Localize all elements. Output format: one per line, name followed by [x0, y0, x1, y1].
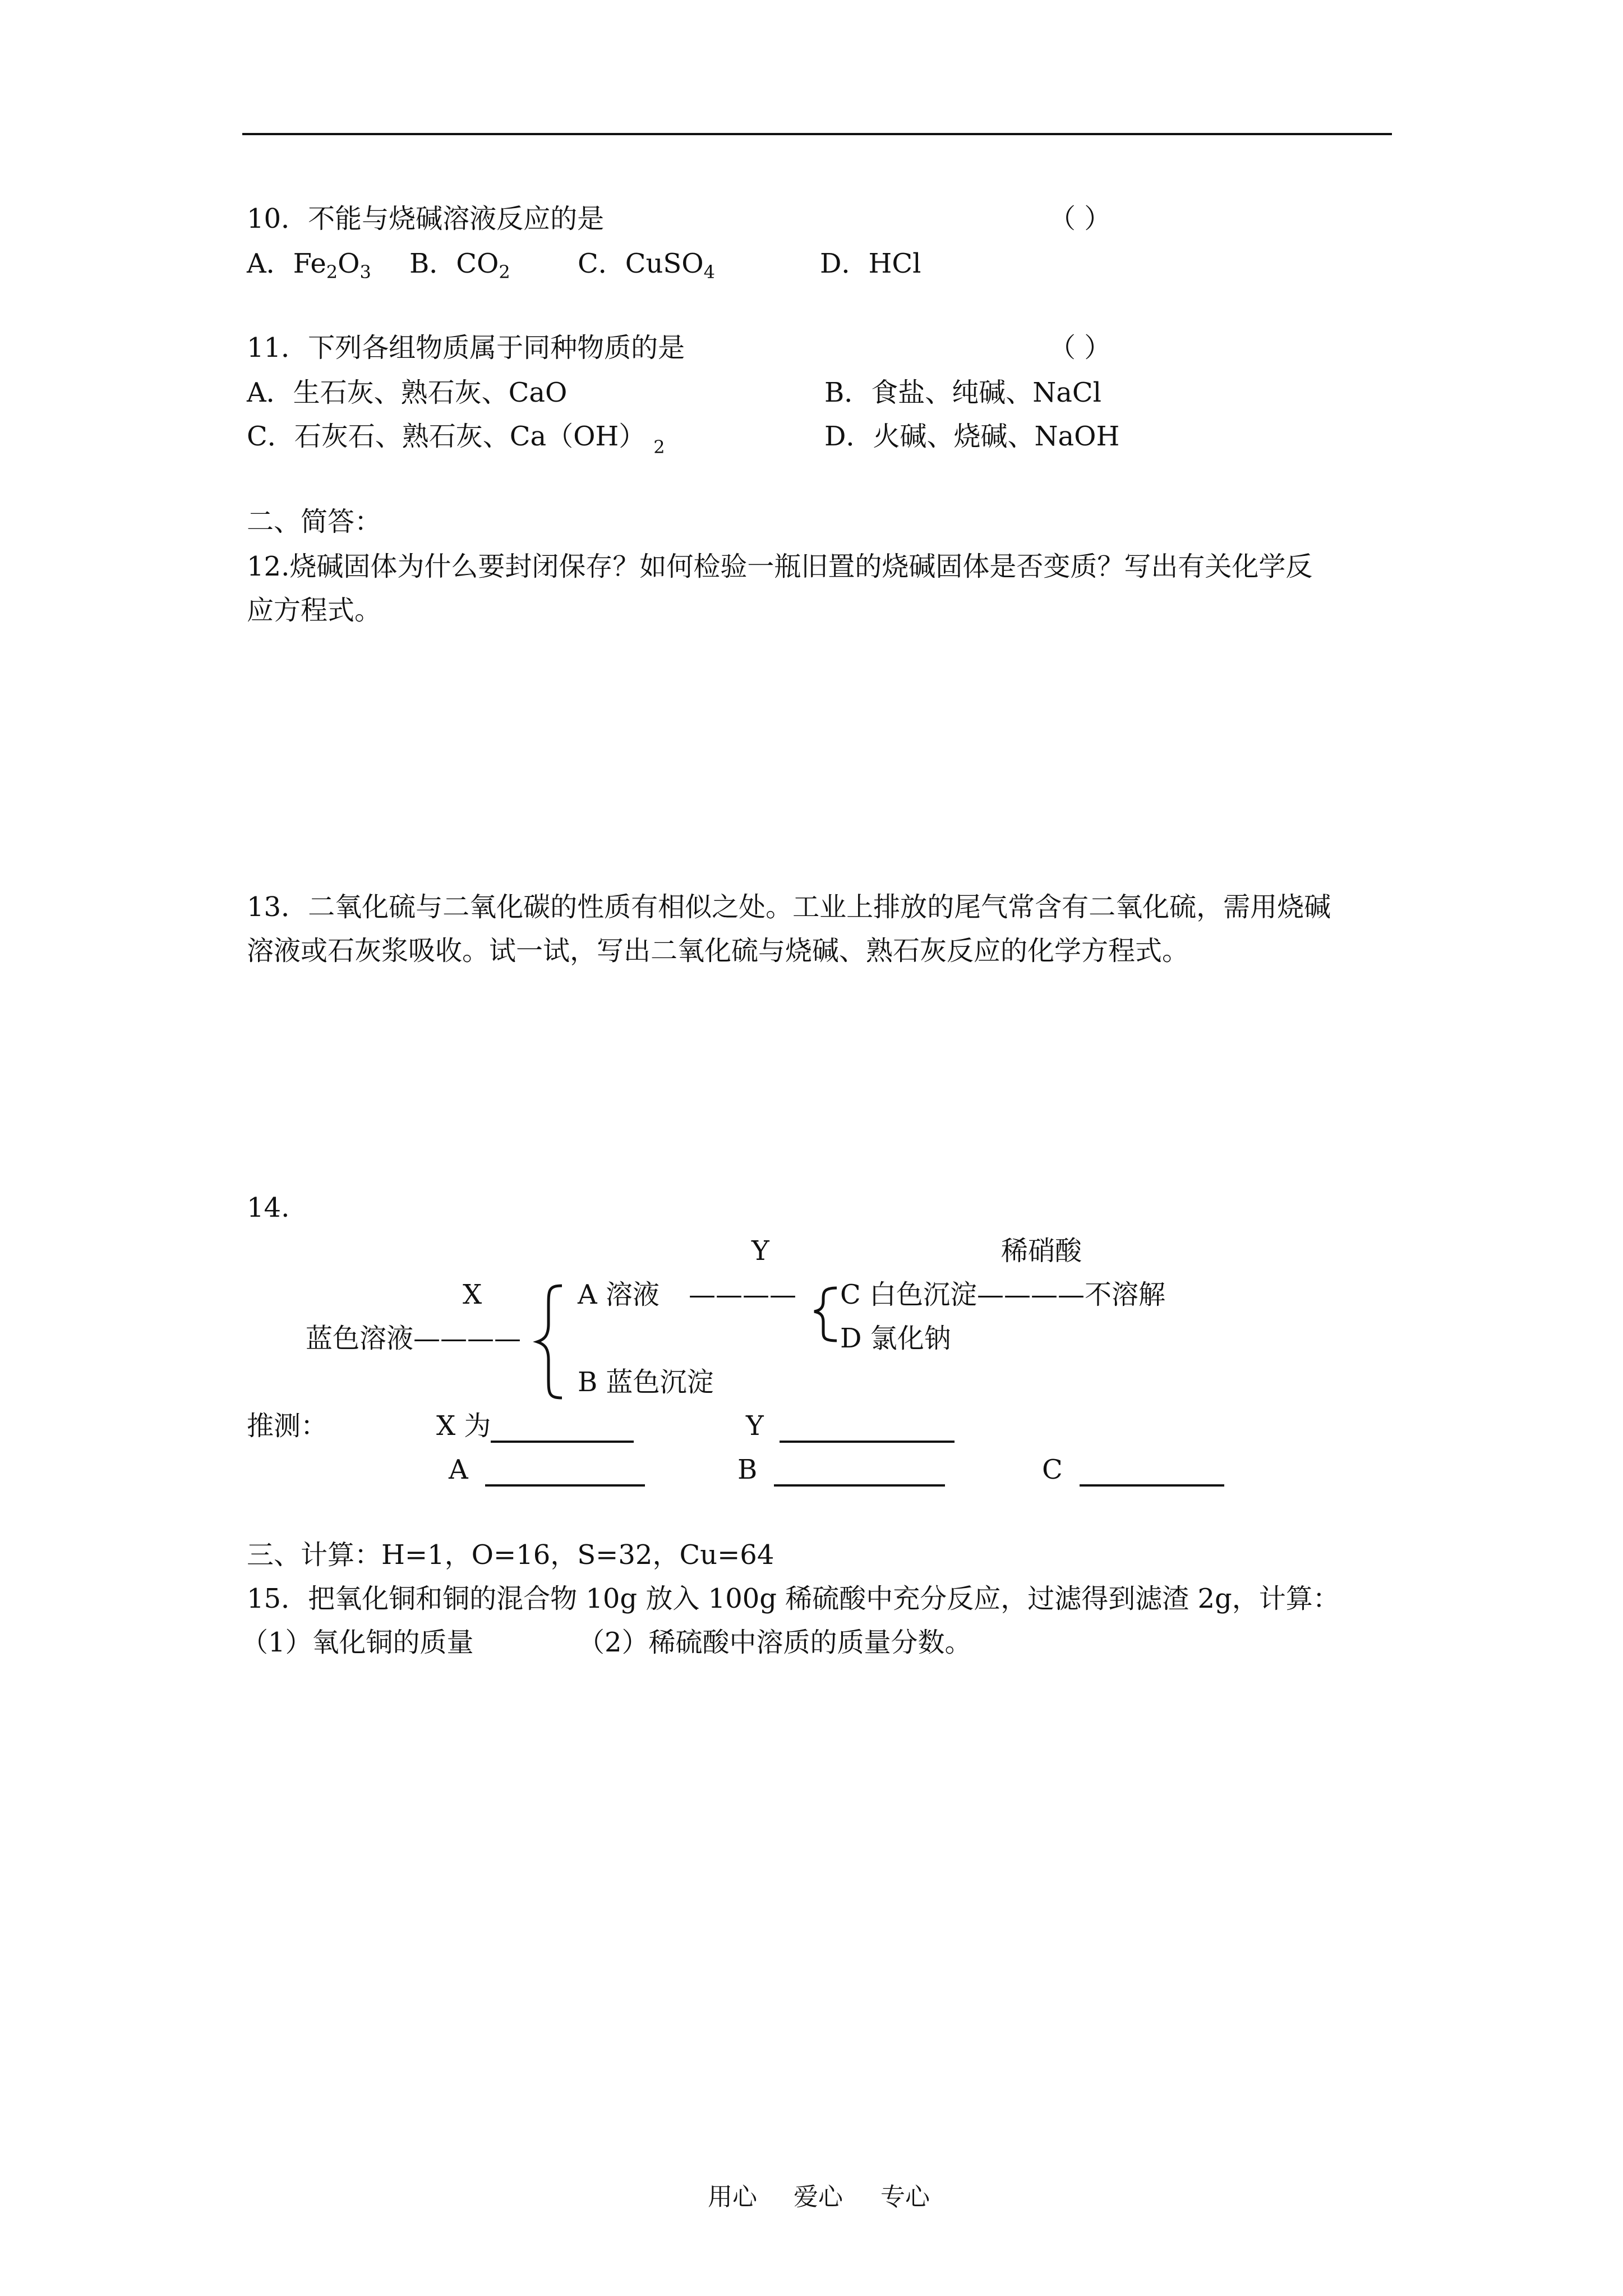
q11-stem: 11．下列各组物质属于同种物质的是 [247, 332, 685, 364]
q14-infer-label: 推测： [247, 1410, 328, 1442]
q14-a-blank[interactable] [485, 1458, 645, 1487]
q11-option-a: A．生石灰、熟石灰、CaO [247, 377, 568, 408]
q14-blue-solution: 蓝色溶液———— [306, 1323, 522, 1354]
q14-b-answer: B [737, 1453, 945, 1487]
q14-a-answer: A [449, 1453, 645, 1487]
q15-part-2: （2）稀硫酸中溶质的质量分数。 [578, 1627, 972, 1658]
q13-line-2: 溶液或石灰浆吸收。试一试，写出二氧化硫与烧碱、熟石灰反应的化学方程式。 [247, 935, 1189, 967]
q14-b-blank[interactable] [774, 1458, 945, 1487]
q12-line-1: 12.烧碱固体为什么要封闭保存？如何检验一瓶旧置的烧碱固体是否变质？写出有关化学反 [247, 551, 1313, 582]
q14-c-answer: C [1042, 1453, 1224, 1487]
q13-line-1: 13．二氧化硫与二氧化碳的性质有相似之处。工业上排放的尾气常含有二氧化硫，需用烧碱 [247, 891, 1331, 923]
q11-option-d: D．火碱、烧碱、NaOH [824, 421, 1120, 452]
q14-reagent-nitric-acid: 稀硝酸 [1001, 1235, 1082, 1267]
q14-dashes-a-to-c: ———— [689, 1279, 796, 1310]
q10-option-d: D．HCl [820, 248, 921, 279]
q14-x-answer: X 为 [436, 1409, 634, 1443]
footer-word-1: 用心 [708, 2183, 757, 2211]
section3-heading: 三、计算：H=1，O=16，S=32，Cu=64 [247, 1539, 774, 1571]
q12-line-2: 应方程式。 [247, 595, 382, 626]
q15-line-1: 15．把氧化铜和铜的混合物 10g 放入 100g 稀硫酸中充分反应，过滤得到滤渣 2g，计算： [247, 1583, 1340, 1614]
q10-option-b: B．$CO_2$ [409, 248, 510, 283]
footer-word-2: 爱心 [794, 2183, 843, 2211]
q14-x-blank[interactable] [491, 1415, 634, 1443]
q14-reagent-y: Y [751, 1235, 769, 1267]
q14-d-sodium-chloride: D 氯化钠 [840, 1323, 951, 1354]
q14-number: 14. [247, 1192, 290, 1223]
q14-y-answer: Y [746, 1409, 955, 1443]
q14-b-blue-precipitate: B 蓝色沉淀 [578, 1366, 714, 1398]
q14-c-blank[interactable] [1080, 1458, 1224, 1487]
q14-a-solution: A 溶液 [578, 1279, 660, 1310]
brace-right-icon [814, 1288, 837, 1341]
q14-y-blank[interactable] [780, 1415, 955, 1443]
q11-option-b: B．食盐、纯碱、NaCl [824, 377, 1101, 408]
q14-c-white-precipitate: C 白色沉淀————不溶解 [840, 1279, 1165, 1310]
q14-reagent-x: X [463, 1279, 482, 1310]
footer-word-3: 专心 [880, 2183, 930, 2211]
q11-option-c: C．石灰石、熟石灰、Ca（OH） $_2$ [247, 421, 665, 458]
q10-option-a: A．$Fe_2O_3$ [247, 248, 371, 283]
section2-heading: 二、简答： [247, 506, 382, 537]
q11-answer-paren: （ ） [1049, 332, 1112, 364]
q10-stem: 10．不能与烧碱溶液反应的是 [247, 203, 605, 234]
q10-option-c: C．CuSO$_4$ [578, 248, 715, 283]
q10-answer-paren: （ ） [1049, 203, 1112, 234]
q15-part-1: （1）氧化铜的质量 [241, 1627, 474, 1658]
brace-left-icon [537, 1286, 562, 1398]
